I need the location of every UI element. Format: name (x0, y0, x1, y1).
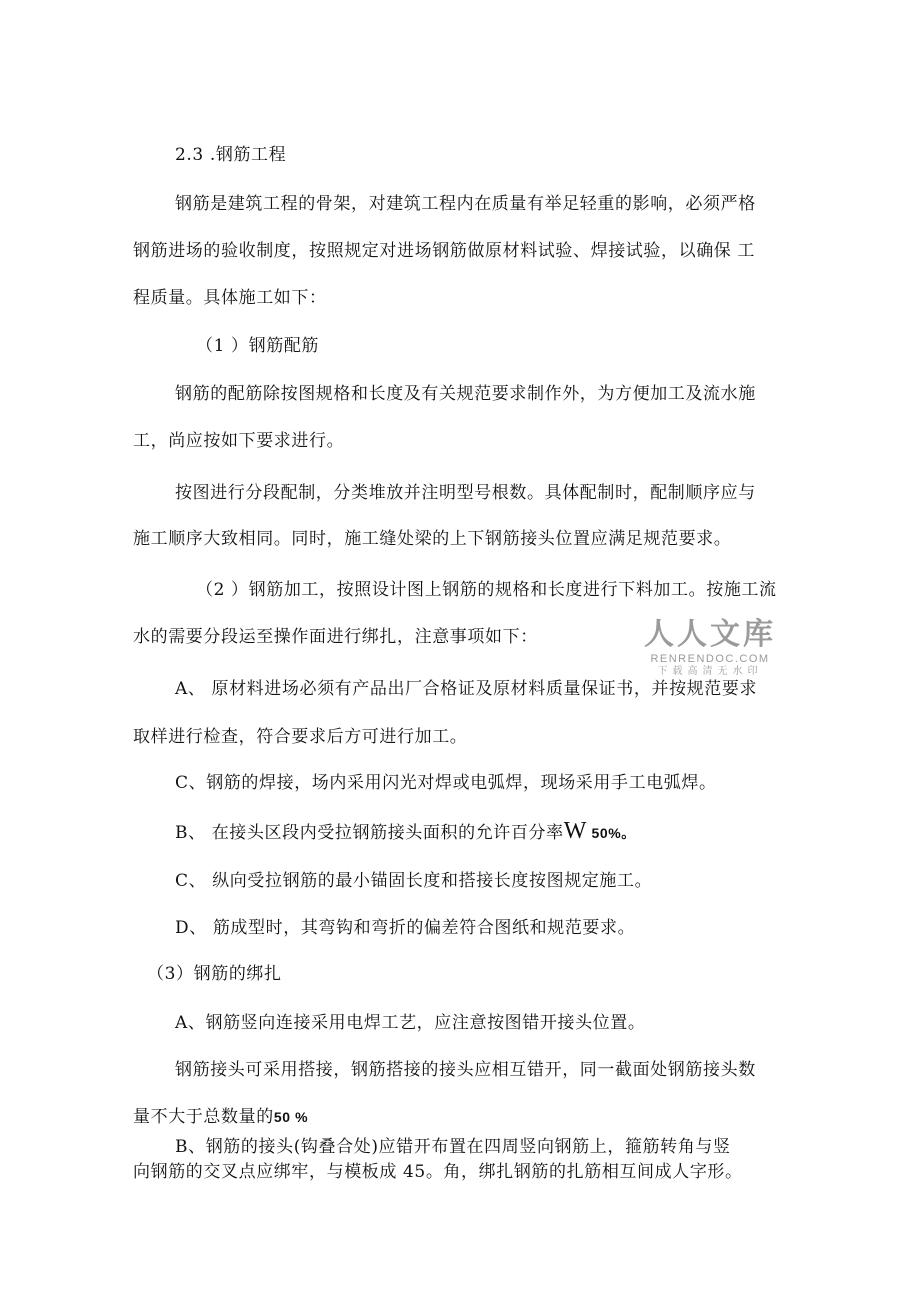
sub3-para-line1: 钢筋接头可采用搭接，钢筋搭接的接头应相互错开，同一截面处钢筋接头数 (175, 1060, 756, 1080)
watermark-site: RENRENDOC.COM (650, 653, 770, 665)
sub2-line1: （2 ）钢筋加工，按照设计图上钢筋的规格和长度进行下料加工。按施工流 (196, 580, 777, 600)
sub2-itemC1: C、钢筋的焊接，场内采用闪光对焊或电弧焊，现场采用手工电弧焊。 (175, 773, 717, 793)
sub2-itemB-symbol: W (563, 818, 587, 844)
watermark-title: 人人文库 (644, 617, 776, 652)
sub2-itemB (175, 820, 636, 844)
sub3-itemB-line2: 向钢筋的交叉点应绑牢，与模板成 45。角，绑扎钢筋的扎筋相互间成人字形。 (133, 1162, 743, 1182)
sub1-para2-line2: 施工顺序大致相同。同时，施工缝处梁的上下钢筋接头位置应满足规范要求。 (133, 529, 732, 549)
section-title: 2.3 .钢筋工程 (175, 145, 287, 165)
sub2-itemC2: C、 纵向受拉钢筋的最小锚固长度和搭接长度按图规定施工。 (175, 871, 653, 891)
intro-line-2: 钢筋进场的验收制度，按照规定对进场钢筋做原材料试验、焊接试验，以确保 工 (133, 241, 756, 261)
sub1-para1-line1: 钢筋的配筋除按图规格和长度及有关规范要求制作外，为方便加工及流水施 (175, 384, 756, 404)
sub3-para-text: 量不大于总数量的 (133, 1107, 274, 1127)
sub2-itemB-value: 50%。 (586, 825, 636, 841)
sub2-itemA-line2: 取样进行检查，符合要求后方可进行加工。 (133, 727, 468, 747)
sub1-para2-line1: 按图进行分段配制，分类堆放并注明型号根数。具体配制时，配制顺序应与 (175, 483, 756, 503)
watermark-slogan: 下载高清无水印 (657, 666, 763, 677)
sub3-itemB-line1: B、钢筋的接头(钩叠合处)应错开布置在四周竖向钢筋上，箍筋转角与竖 (175, 1137, 731, 1157)
sub1-para1-line2: 工，尚应按如下要求进行。 (133, 431, 345, 451)
sub2-itemB-text: B、 在接头区段内受拉钢筋接头面积的允许百分率 (175, 823, 564, 843)
sub2-itemD: D、 筋成型时，其弯钩和弯折的偏差符合图纸和规范要求。 (175, 918, 636, 938)
sub2-line2: 水的需要分段运至操作面进行绑扎，注意事项如下： (133, 627, 538, 647)
sub3-para-line2 (133, 1106, 308, 1128)
sub3-para-value: 50 % (273, 1109, 309, 1125)
sub2-itemA-line1: A、 原材料进场必须有产品出厂合格证及原材料质量保证书，并按规范要求 (175, 679, 758, 699)
sub3-heading: （3）钢筋的绑扎 (147, 964, 282, 984)
intro-line-3: 程质量。具体施工如下： (133, 288, 327, 308)
watermark (640, 618, 780, 678)
sub1-heading: （1 ）钢筋配筋 (196, 336, 320, 356)
sub3-itemA: A、钢筋竖向连接采用电焊工艺，应注意按图错开接头位置。 (175, 1013, 646, 1033)
intro-line-1: 钢筋是建筑工程的骨架，对建筑工程内在质量有举足轻重的影响，必须严格 (175, 194, 756, 214)
